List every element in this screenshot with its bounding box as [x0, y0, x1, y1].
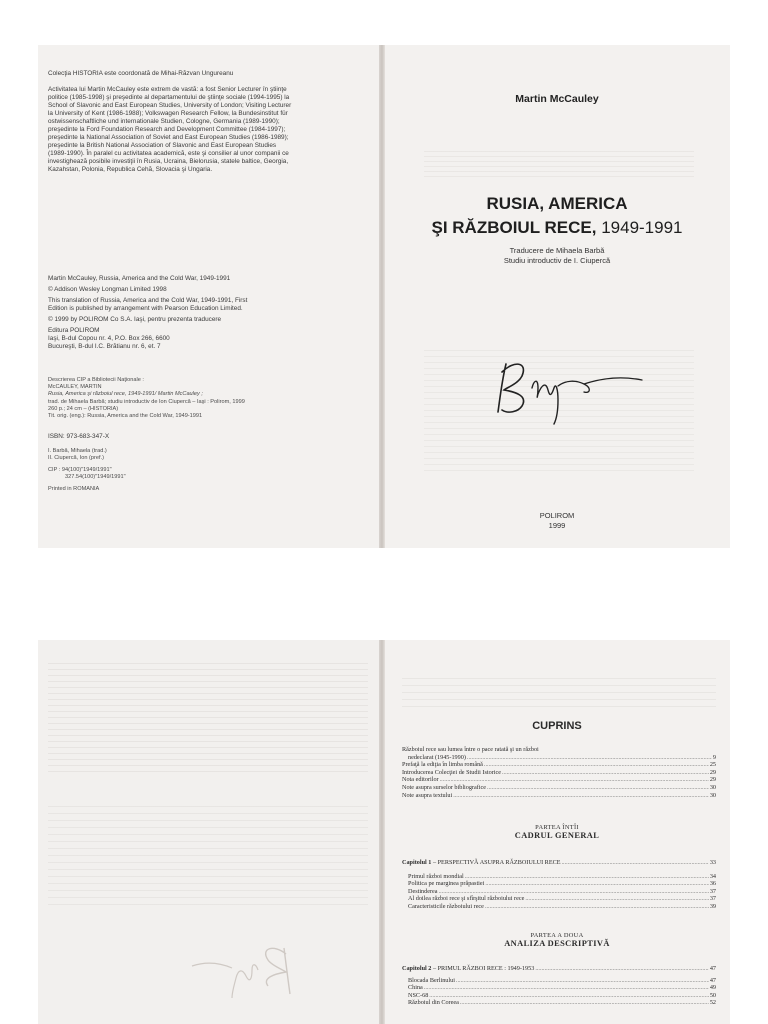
bio-line: investighează posibile investiţii în Rusia, Ucraina, Bielorusia, statele baltice, Georgia,: [48, 158, 289, 165]
cip-code-line: 327.54(100)"1949/1991": [65, 474, 126, 481]
toc-page-number: 29: [709, 776, 716, 784]
toc-entry-label: Blocada Berlinului: [408, 976, 455, 984]
translator-line: Traducere de Mihaela Barbă: [509, 246, 605, 255]
toc-page-number: 49: [709, 984, 716, 992]
bio-line: Activitatea lui Martin McCauley este extrem de vastă: a fost Senior Lecturer în ştiinţe: [48, 86, 287, 93]
leader-dots: [487, 784, 709, 792]
rights-line: Edition is published by arrangement with Pearson Education Limited.: [48, 305, 243, 312]
toc-chapter-entry[interactable]: [402, 965, 716, 973]
bio-line: Kazahstan, Polonia, Republica Cehă, Slovacia şi Ungaria.: [48, 166, 213, 173]
bleed-through-lines: [424, 147, 694, 177]
book-spread-contents: [38, 640, 730, 1024]
part-title: CADRUL GENERAL: [514, 831, 600, 840]
handwritten-signature: [492, 350, 652, 430]
toc-page-number: 52: [709, 999, 716, 1007]
cip-line: Tit. orig. (eng.): Russia, America and the Cold War, 1949-1991: [48, 413, 203, 420]
book-spread-title-page: [38, 45, 730, 548]
publication-year: 1999: [548, 520, 566, 530]
toc-entry-label: nedeclarat (1945-1990): [408, 753, 466, 761]
rights-line: Martin McCauley, Russia, America and the Cold War, 1949-1991: [48, 275, 231, 282]
title-years: 1949-1991: [601, 218, 683, 237]
leader-dots: [456, 977, 709, 985]
leader-dots: [465, 873, 709, 881]
toc-page-number: 36: [709, 880, 716, 888]
series-coordinator-line: Colecţia HISTORIA este coordonată de Mihai-Răzvan Ungureanu: [48, 70, 234, 77]
rights-line: © 1999 by POLIROM Co S.A. Iaşi, pentru prezenta traducere: [48, 316, 222, 323]
publisher-name: POLIROM: [539, 511, 575, 520]
toc-entry-label: Politica pe marginea prăpastiei: [408, 880, 485, 888]
translator-credits: [384, 246, 730, 266]
toc-entry[interactable]: [402, 784, 716, 792]
cip-line: Rusia, America şi războiul rece, 1949-1991/ Martin McCauley ;: [48, 391, 203, 398]
copyright-page: [38, 45, 380, 548]
toc-page-number: 33: [709, 859, 716, 866]
toc-entry[interactable]: [402, 999, 716, 1007]
toc-entry-label: Introducerea Colecţiei de Studii Istorice: [402, 768, 501, 776]
rights-line: © Addison Wesley Longman Limited 1998: [48, 286, 167, 293]
leader-dots: [562, 859, 709, 867]
rights-line: Iaşi, B-dul Copou nr. 4, P.O. Box 266, 6600: [48, 335, 170, 342]
toc-entry[interactable]: [402, 776, 716, 784]
cip-codes: [48, 467, 126, 481]
printed-in: Printed in ROMANIA: [48, 486, 100, 492]
toc-entry-label: Al doilea război rece şi sfîrşitul războiului rece: [408, 895, 525, 903]
toc-entry-label: Destinderea: [408, 887, 438, 895]
toc-entry-label: Războiul din Coreea: [408, 999, 459, 1007]
leader-dots: [485, 880, 708, 888]
toc-entry-label: Caracteristicile războiului rece: [408, 902, 484, 910]
toc-entry[interactable]: [402, 880, 716, 888]
rights-block: [48, 275, 372, 351]
toc-page-number: 25: [709, 761, 716, 769]
bleed-through-lines: [48, 658, 368, 773]
part-two-heading: [384, 932, 730, 948]
toc-title: CUPRINS: [532, 720, 582, 732]
contributor-line: II. Ciupercă, Ion (pref.): [48, 455, 104, 462]
toc-page-number: 37: [709, 895, 716, 903]
chapter-title: – PRIMUL RĂZBOI RECE : 1949-1953: [431, 965, 535, 972]
leader-dots: [429, 992, 709, 1000]
toc-entry-label: Prefaţă la ediţia în limba română: [402, 761, 483, 769]
book-gutter: [379, 45, 385, 548]
leader-dots: [484, 761, 709, 769]
bio-line: preşedinte la British National Association of Slavonic and East European Studies: [48, 142, 277, 149]
cip-line: McCAULEY, MARTIN: [48, 384, 102, 391]
toc-entry-label: NSC-68: [408, 991, 429, 999]
rights-line: This translation of Russia, America and the Cold War, 1949-1991, First: [48, 297, 248, 304]
publisher-block: [384, 511, 730, 530]
author-name: Martin McCauley: [515, 93, 599, 105]
toc-entry[interactable]: [402, 746, 716, 754]
contents-page: [384, 640, 730, 1024]
toc-page-number: 9: [712, 753, 716, 761]
book-gutter: [379, 640, 385, 1024]
bleed-through-page: [38, 640, 380, 1024]
part-label: PARTEA A DOUA: [530, 932, 584, 939]
toc-entry[interactable]: [402, 888, 716, 896]
toc-entry-label: Primul război mondial: [408, 872, 464, 880]
toc-page-number: 50: [709, 991, 716, 999]
toc-chapter-entry[interactable]: [402, 859, 716, 867]
bio-line: politice (1985-1998) şi preşedinte al departamentului de ştiinţe sociale (1994-1995) la: [48, 94, 290, 101]
toc-page-number: 30: [709, 791, 716, 799]
leader-dots: [439, 888, 709, 896]
toc-front-matter: [402, 746, 716, 799]
toc-page-number: 37: [709, 887, 716, 895]
rights-line: Bucureşti, B-dul I.C. Brătianu nr. 6, et. 7: [48, 343, 161, 350]
leader-dots: [467, 754, 712, 762]
toc-entry-label: Note asupra surselor bibliografice: [402, 783, 487, 791]
chapter-title: – PERSPECTIVĂ ASUPRA RĂZBOIULUI RECE: [431, 859, 561, 866]
bio-line: School of Slavonic and East European Studies, University of London; Visiting Lecturer: [48, 102, 292, 109]
leader-dots: [485, 903, 709, 911]
bio-line: la University of Kent (1986-1988); Volkswagen Research Fellow, la Bundesinstitut für: [48, 110, 288, 117]
bio-line: (1989-1990). În paralel cu activitatea academică, este şi consilier al unor companii ce: [48, 150, 289, 157]
cip-code-line: CIP : 94(100)"1949/1991": [48, 467, 112, 473]
book-title-line-1: RUSIA, AMERICA: [486, 194, 628, 213]
toc-entry[interactable]: [402, 761, 716, 769]
toc-entry-label: China: [408, 984, 423, 992]
chapter-label: Capitolul 2: [402, 965, 432, 972]
toc-entry-label: Note asupra textului: [402, 791, 453, 799]
part-label: PARTEA ÎNTÎI: [535, 824, 579, 831]
title-text: ŞI RĂZBOIUL RECE,: [431, 218, 597, 237]
toc-entry[interactable]: [402, 977, 716, 985]
toc-page-number: 39: [709, 902, 716, 910]
toc-page-number: 47: [709, 976, 716, 984]
toc-entry[interactable]: [402, 769, 716, 777]
toc-entry-label: Nota editorilor: [402, 776, 439, 784]
rights-line: Editura POLIROM: [48, 327, 100, 334]
bio-line: preşedinte la National Association of Soviet and East European Studies (1986-1989);: [48, 134, 289, 141]
bio-line: ostwissenschaftliche und internationale Studien, Cologne, Germania (1989-1990);: [48, 118, 280, 125]
chapter-label: Capitolul 1: [402, 859, 432, 866]
toc-entry[interactable]: [402, 992, 716, 1000]
part-one-heading: [384, 824, 730, 840]
toc-chapter-1: [402, 859, 716, 911]
book-title-line-2: [384, 218, 730, 238]
isbn: ISBN: 973-683-347-X: [48, 433, 110, 440]
cip-block: [48, 377, 372, 420]
leader-dots: [535, 965, 709, 973]
bio-line: preşedinte la Ford Foundation Research and Development Committee (1984-1997);: [48, 126, 286, 133]
leader-dots: [460, 999, 709, 1007]
cip-line: Descrierea CIP a Bibliotecii Naţionale :: [48, 377, 144, 383]
intro-line: Studiu introductiv de I. Ciupercă: [503, 256, 611, 265]
bleed-through-lines: [402, 672, 716, 712]
toc-entry[interactable]: [402, 903, 716, 911]
toc-entry[interactable]: [402, 792, 716, 800]
leader-dots: [502, 769, 709, 777]
leader-dots: [440, 776, 709, 784]
contributor-line: I. Barbă, Mihaela (trad.): [48, 448, 107, 454]
toc-page-number: 47: [709, 965, 716, 972]
leader-dots: [525, 895, 709, 903]
part-title: ANALIZA DESCRIPTIVĂ: [504, 939, 610, 948]
toc-entry[interactable]: [402, 754, 716, 762]
author-bio: [48, 86, 372, 174]
leader-dots: [424, 984, 709, 992]
toc-entry-label: Războiul rece sau lumea între o pace ratată şi un război: [402, 746, 539, 753]
toc-page-number: 29: [709, 768, 716, 776]
toc-entry[interactable]: [402, 873, 716, 881]
toc-page-number: 34: [709, 872, 716, 880]
toc-chapter-2: [402, 965, 716, 1007]
cip-line: 260 p.; 24 cm – (HISTORIA): [48, 405, 119, 412]
toc-page-number: 30: [709, 783, 716, 791]
toc-entry[interactable]: [402, 984, 716, 992]
bleed-through-lines: [48, 800, 368, 910]
leader-dots: [453, 792, 709, 800]
bleed-through-signature: [188, 940, 298, 1000]
title-page: [384, 45, 730, 548]
toc-entry[interactable]: [402, 895, 716, 903]
cip-line: trad. de Mihaela Barbă; studiu introductiv de Ion Ciupercă – Iaşi : Polirom, 1999: [48, 398, 245, 405]
contributors: [48, 448, 107, 462]
